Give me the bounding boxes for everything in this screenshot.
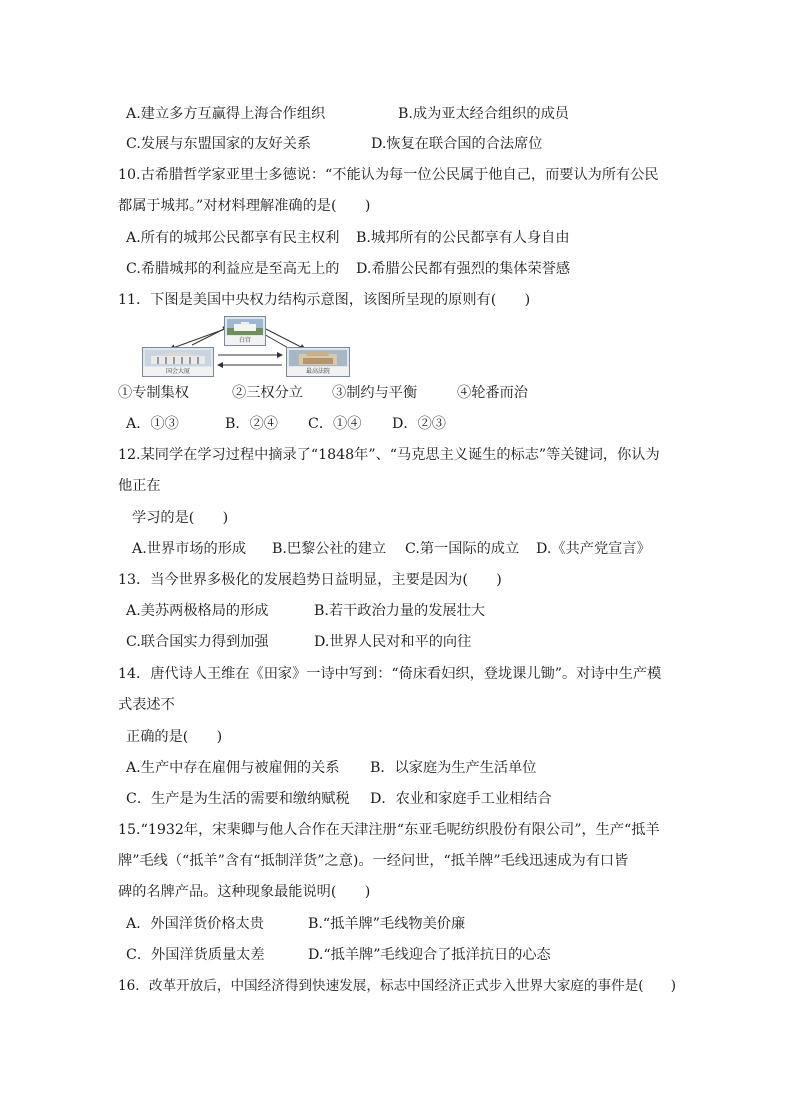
q10-option-c: C.希腊城邦的利益应是至高无上的 (126, 261, 340, 277)
arrow-whitehouse-to-congress (170, 329, 225, 349)
whitehouse-box (224, 316, 266, 346)
q9-option-a: A.建立多方互赢得上海合作组织 (126, 106, 326, 122)
congress-caption: 国会大厦 (143, 367, 213, 376)
q11-option-b: B．②④ (225, 416, 278, 432)
q10-stem-line2: 都属于城邦。”对材料理解准确的是( ) (118, 198, 371, 214)
q10-stem-line1: 10.古希腊哲学家亚里士多德说：“不能认为每一位公民属于他自己，而要认为所有公民 (118, 167, 659, 183)
q11-option-d: D．②③ (392, 416, 446, 432)
q15-stem-line2: 牌”毛线（“抵羊”含有“抵制洋货”之意)。一经问世，“抵羊牌”毛线迅速成为有口皆 (118, 853, 629, 869)
q16-stem: 16．改革开放后，中国经济得到快速发展，标志中国经济正式步入世界大家庭的事件是( ) (118, 978, 677, 994)
q10-option-b: B.城邦所有的公民都享有人身自由 (356, 230, 570, 246)
q15-option-d: D.“抵羊牌”毛线迎合了抵洋抗日的心态 (308, 947, 551, 963)
q15-option-b: B.“抵羊牌”毛线物美价廉 (308, 916, 466, 932)
q14-stem-line1: 14．唐代诗人王维在《田家》一诗中写到：“倚床看妇织，登垅课儿锄”。对诗中生产模 (118, 666, 662, 682)
q14-stem-line3: 正确的是( ) (126, 729, 223, 745)
q11-item-2: ②三权分立 (232, 385, 303, 401)
whitehouse-caption: 白宫 (225, 336, 265, 345)
q14-stem-line2: 式表述不 (118, 697, 175, 713)
q14-option-a: A.生产中存在雇佣与被雇佣的关系 (126, 760, 340, 776)
q11-item-4: ④轮番而治 (457, 385, 528, 401)
q11-option-c: C．①④ (308, 416, 362, 432)
whitehouse-icon (227, 319, 263, 335)
q12-option-c: C.第一国际的成立 (405, 541, 520, 557)
supreme-court-box (286, 347, 350, 377)
arrow-congress-to-whitehouse (192, 327, 228, 345)
supreme-court-icon (289, 350, 347, 366)
q14-option-c: C．生产是为生活的需要和缴纳赋税 (126, 791, 350, 807)
q12-stem-line1: 12.某同学在学习过程中摘录了“1848年”、“马克思主义诞生的标志”等关键词，你认为 (118, 447, 660, 463)
supreme-court-caption: 最高法院 (287, 367, 349, 376)
q9-option-d: D.恢复在联合国的合法席位 (371, 136, 543, 152)
q13-option-b: B.若干政治力量的发展壮大 (314, 603, 485, 619)
q11-stem: 11．下图是美国中央权力结构示意图，该图所呈现的原则有( ) (118, 292, 531, 308)
q15-option-a: A．外国洋货价格太贵 (126, 916, 264, 932)
q9-option-b: B.成为亚太经合组织的成员 (398, 106, 569, 122)
us-power-structure-diagram (140, 315, 350, 377)
congress-box (142, 347, 214, 377)
q13-stem: 13．当今世界多极化的发展趋势日益明显，主要是因为( ) (118, 572, 502, 588)
capitol-building-icon (145, 350, 211, 366)
q13-option-c: C.联合国实力得到加强 (126, 634, 269, 650)
q10-option-a: A.所有的城邦公民都享有民主权利 (126, 230, 340, 246)
q9-option-c: C.发展与东盟国家的友好关系 (126, 136, 312, 152)
q12-stem-line2: 他正在 (118, 478, 161, 494)
q10-option-d: D.希腊公民都有强烈的集体荣誉感 (356, 261, 571, 277)
q15-option-c: C．外国洋货质量太差 (126, 947, 265, 963)
q15-stem-line1: 15.“1932年，宋棐卿与他人合作在天津注册“东亚毛呢纺织股份有限公司”，生产“抵羊 (118, 822, 660, 838)
q11-item-3: ③制约与平衡 (332, 385, 418, 401)
q12-option-a: A.世界市场的形成 (132, 541, 247, 557)
q12-option-d: D.《共产党宣言》 (536, 541, 651, 557)
q13-option-d: D.世界人民对和平的向往 (314, 634, 472, 650)
q14-option-d: D．农业和家庭手工业相结合 (370, 791, 552, 807)
q14-option-b: B．以家庭为生产生活单位 (370, 760, 537, 776)
q13-option-a: A.美苏两极格局的形成 (126, 603, 269, 619)
q15-stem-line3: 碑的名牌产品。这种现象最能说明( ) (118, 884, 371, 900)
q12-option-b: B.巴黎公社的建立 (272, 541, 387, 557)
q12-stem-line3: 学习的是( ) (132, 510, 229, 526)
q11-item-1: ①专制集权 (118, 385, 189, 401)
q11-option-a: A．①③ (126, 416, 179, 432)
